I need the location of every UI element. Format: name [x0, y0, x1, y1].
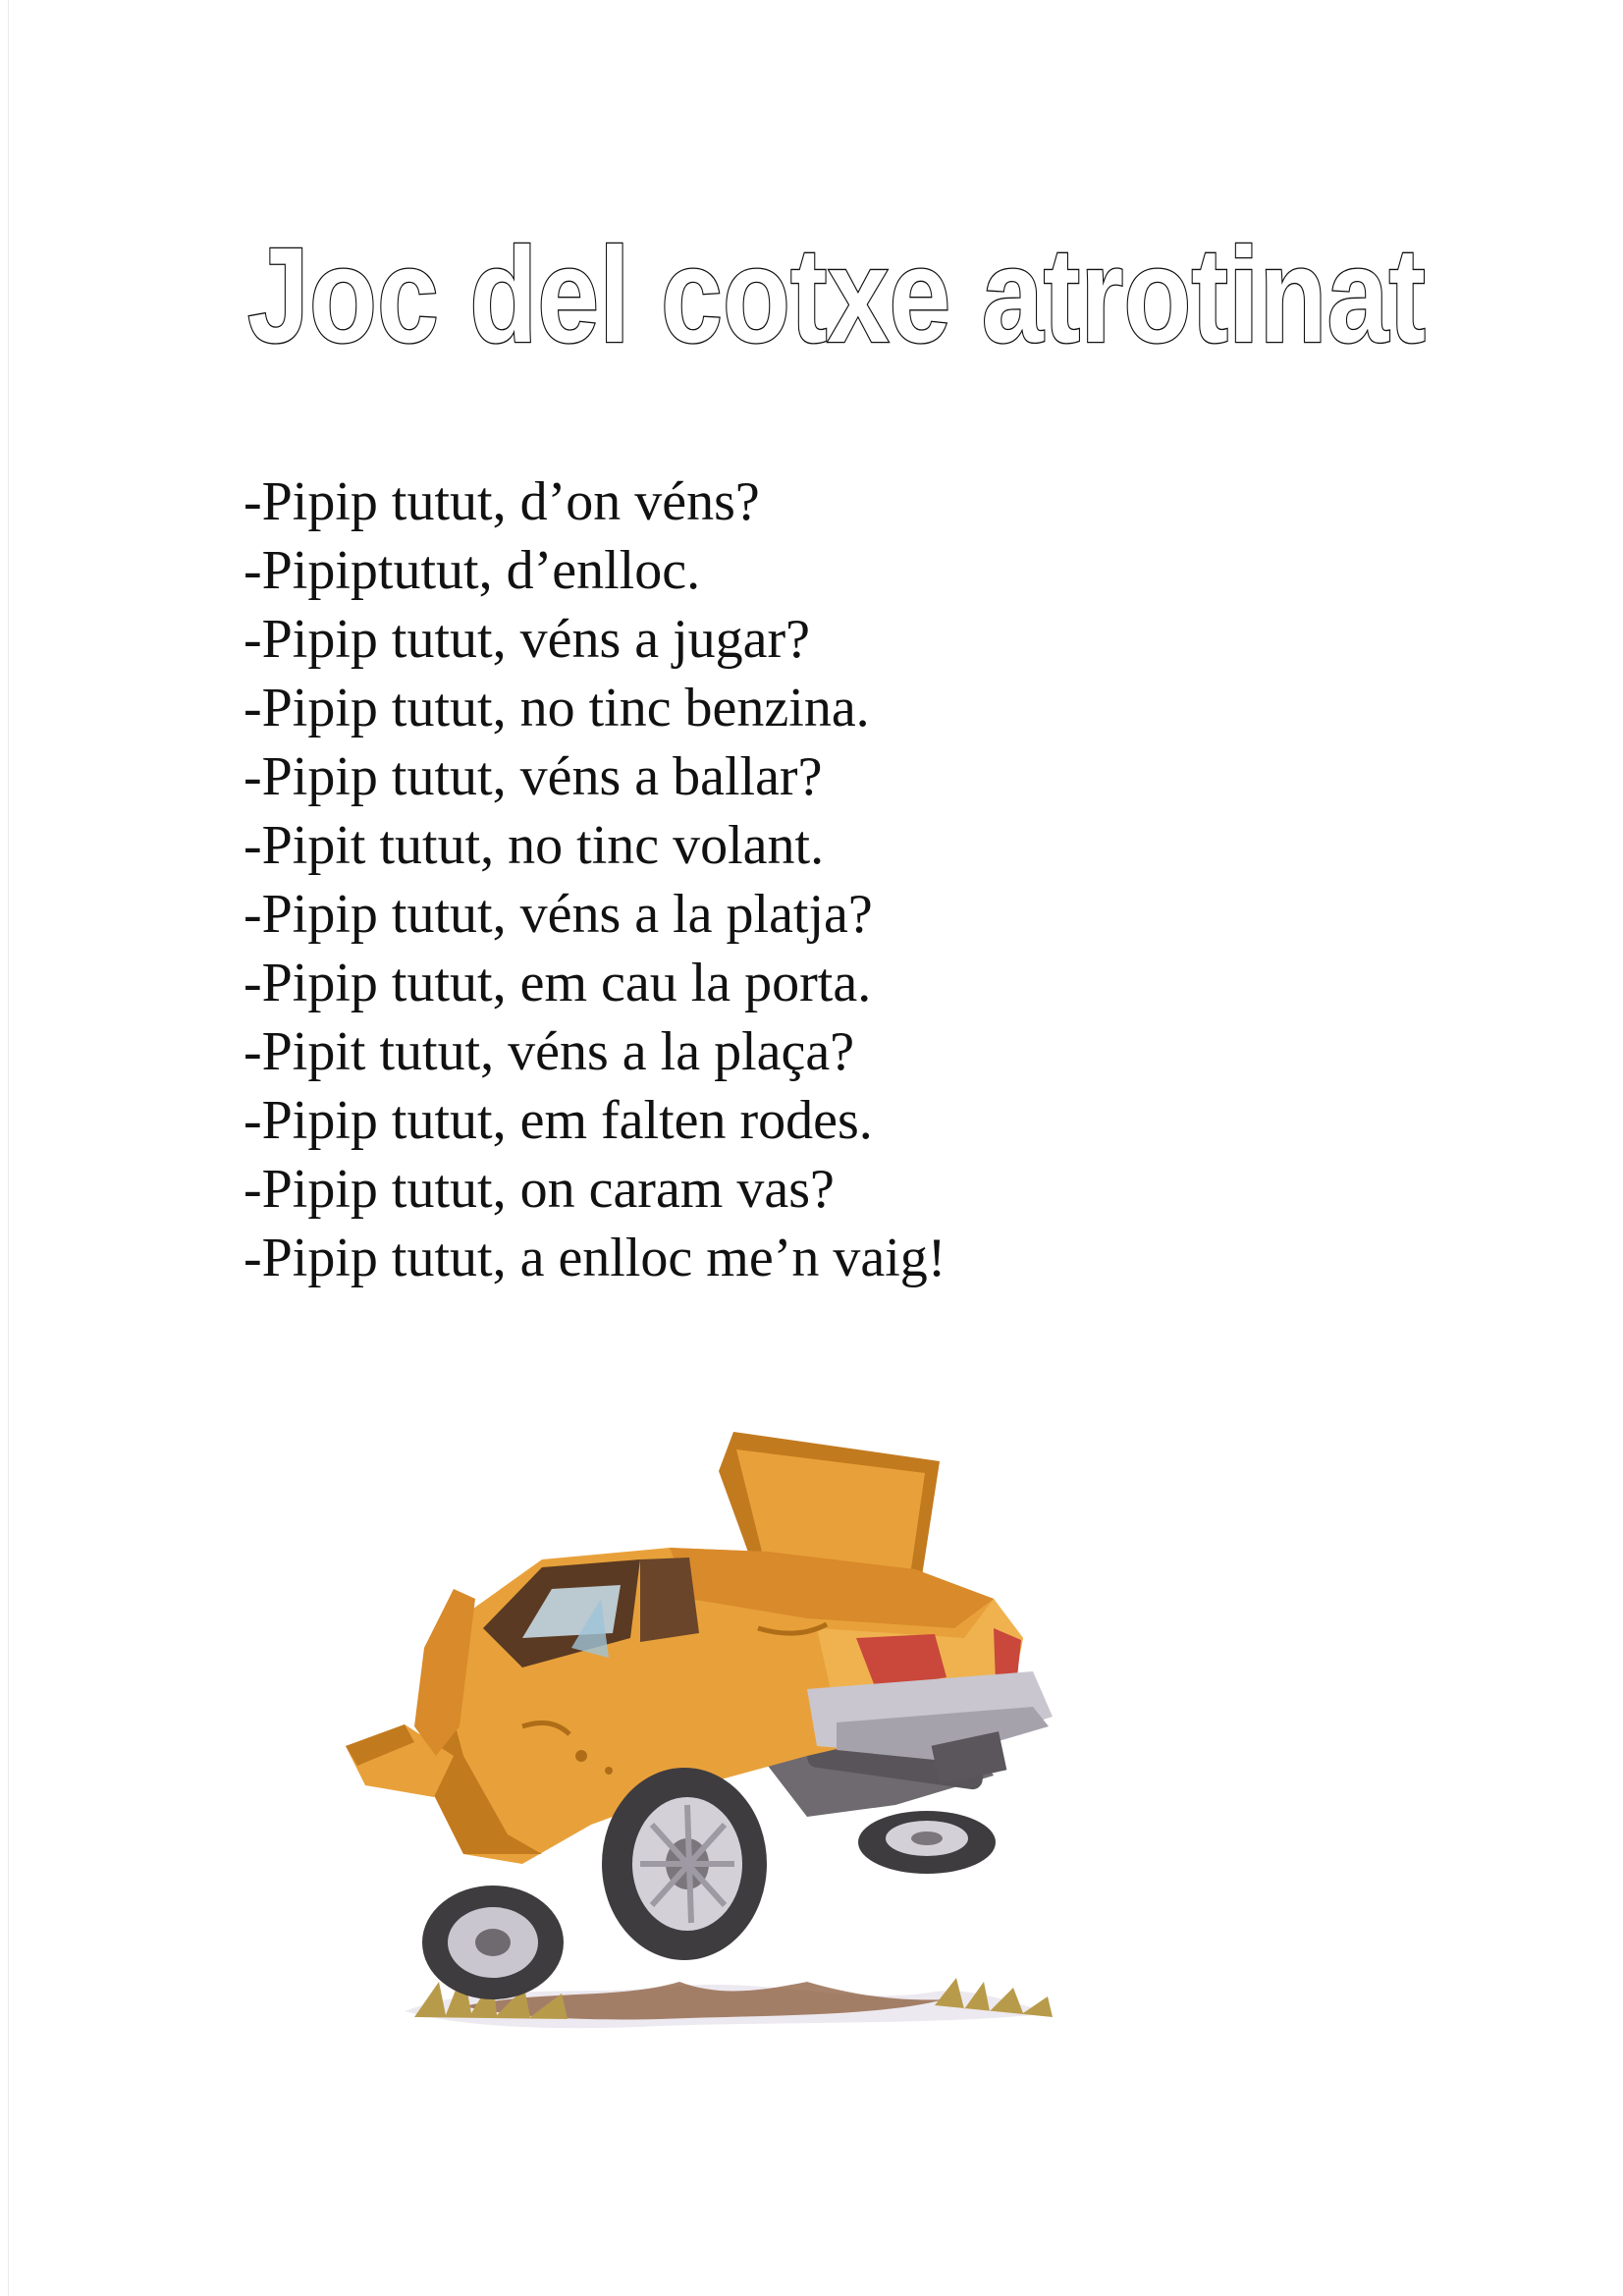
- poem-line: -Pipip tutut, no tinc benzina.: [243, 678, 870, 738]
- poem-line: -Pipip tutut, em cau la porta.: [243, 953, 872, 1013]
- poem-line: -Pipip tutut, véns a ballar?: [243, 746, 823, 807]
- poem-line: -Pipip tutut, d’on véns?: [243, 471, 760, 532]
- wrecked-car-icon: [346, 1432, 1151, 2041]
- title-text: Joc del cotxe atrotinat: [247, 220, 1426, 371]
- poem-line: -Pipip tutut, véns a la platja?: [243, 884, 873, 945]
- poem-line: -Pipiptutut, d’enlloc.: [243, 540, 701, 601]
- poem-line: -Pipip tutut, véns a jugar?: [243, 609, 811, 670]
- wrecked-car-drawing: [346, 1432, 1151, 2041]
- poem-line: -Pipit tutut, véns a la plaça?: [243, 1021, 855, 1082]
- outlined-title-art: [240, 194, 1437, 371]
- page-edge: [8, 0, 9, 2296]
- poem-line: -Pipip tutut, on caram vas?: [243, 1159, 835, 1220]
- poem-line: -Pipip tutut, em falten rodes.: [243, 1090, 873, 1151]
- poem-line: -Pipip tutut, a enlloc me’n vaig!: [243, 1228, 947, 1288]
- poem: [243, 467, 946, 1292]
- poem-line: -Pipit tutut, no tinc volant.: [243, 815, 825, 876]
- page-title: [240, 194, 1437, 371]
